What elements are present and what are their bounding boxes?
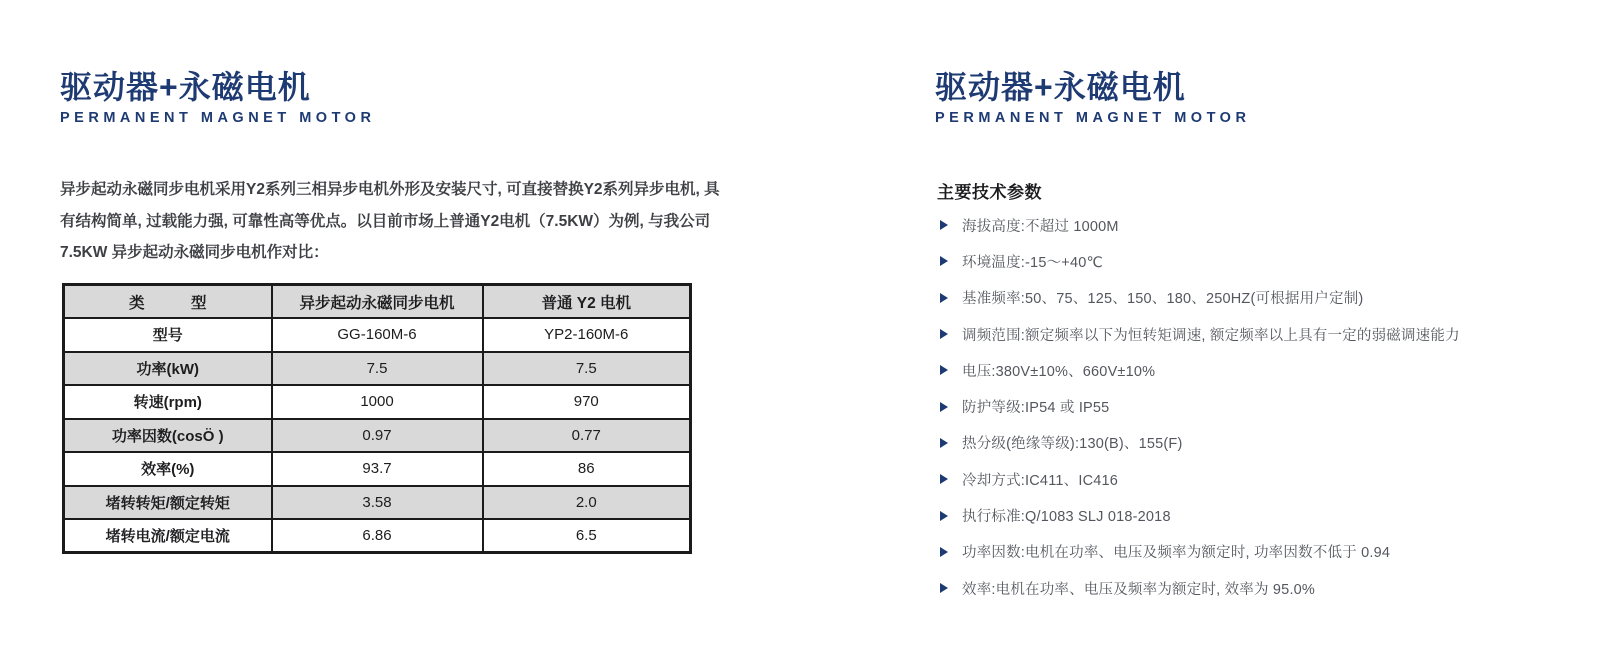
y2-value: 86 (483, 452, 691, 486)
y2-value: 7.5 (483, 352, 691, 386)
triangle-bullet-icon (940, 474, 948, 484)
param-text: 防护等级:IP54 或 IP55 (962, 400, 1110, 417)
row-label: 型号 (64, 318, 272, 352)
header-pm-motor: 异步起动永磁同步电机 (272, 285, 483, 319)
param-text: 环境温度:-15～+40℃ (962, 254, 1103, 271)
paragraph-line: 7.5KW 异步起动永磁同步电机作对比： (60, 244, 329, 261)
triangle-bullet-icon (940, 329, 948, 339)
y2-value: 970 (483, 385, 691, 419)
tech-params-list (940, 207, 1580, 606)
header-type: 类 型 (64, 285, 272, 319)
triangle-bullet-icon (940, 583, 948, 593)
triangle-bullet-icon (940, 256, 948, 266)
table-row (64, 519, 691, 553)
intro-paragraph (60, 174, 720, 269)
param-text: 执行标准:Q/1083 SLJ 018-2018 (962, 509, 1171, 526)
row-label: 堵转转矩/额定转矩 (64, 486, 272, 520)
table-row (64, 385, 691, 419)
list-item (940, 316, 1580, 352)
row-label: 转速(rpm) (64, 385, 272, 419)
param-text: 效率:电机在功率、电压及频率为额定时, 效率为 95.0% (962, 581, 1316, 598)
triangle-bullet-icon (940, 511, 948, 521)
list-item (940, 570, 1580, 606)
left-page-title: 驱动器+永磁电机 (60, 69, 311, 105)
list-item (940, 280, 1580, 316)
header-y2-motor: 普通 Y2 电机 (483, 285, 691, 319)
y2-value: 6.5 (483, 519, 691, 553)
list-item (940, 534, 1580, 570)
paragraph-line: 有结构简单, 过载能力强, 可靠性高等优点。以目前市场上普通Y2电机（7.5KW）为例, 与我公司 (60, 212, 711, 230)
param-text: 调频范围:额定频率以下为恒转矩调速, 额定频率以上具有一定的弱磁调速能力 (962, 327, 1460, 344)
right-page-title: 驱动器+永磁电机 (935, 69, 1186, 105)
table-row (64, 318, 691, 352)
param-text: 基准频率:50、75、125、150、180、250HZ(可根据用户定制) (962, 291, 1364, 308)
list-item (940, 207, 1580, 243)
triangle-bullet-icon (940, 438, 948, 448)
pm-value: 0.97 (272, 419, 483, 453)
row-label: 功率因数(cosÖ ) (64, 419, 272, 453)
param-text: 海拔高度:不超过 1000M (962, 218, 1119, 235)
triangle-bullet-icon (940, 220, 948, 230)
param-text: 冷却方式:IC411、IC416 (962, 472, 1119, 489)
left-title-block (60, 70, 375, 126)
pm-value: GG-160M-6 (272, 318, 483, 352)
right-page-subtitle: PERMANENT MAGNET MOTOR (935, 110, 1251, 126)
table-row (64, 452, 691, 486)
triangle-bullet-icon (940, 365, 948, 375)
y2-value: 2.0 (483, 486, 691, 520)
table-header-row (64, 285, 691, 319)
list-item (940, 243, 1580, 279)
param-text: 热分级(绝缘等级):130(B)、155(F) (962, 436, 1183, 453)
triangle-bullet-icon (940, 293, 948, 303)
motor-comparison-table (62, 283, 692, 554)
row-label: 堵转电流/额定电流 (64, 519, 272, 553)
list-item (940, 352, 1580, 388)
y2-value: YP2-160M-6 (483, 318, 691, 352)
pm-value: 7.5 (272, 352, 483, 386)
list-item (940, 388, 1580, 424)
triangle-bullet-icon (940, 547, 948, 557)
pm-value: 6.86 (272, 519, 483, 553)
tech-params-heading: 主要技术参数 (937, 183, 1042, 202)
row-label: 效率(%) (64, 452, 272, 486)
param-text: 功率因数:电机在功率、电压及频率为额定时, 功率因数不低于 0.94 (962, 545, 1391, 562)
paragraph-line: 异步起动永磁同步电机采用Y2系列三相异步电机外形及安装尺寸, 可直接替换Y2系列异步电机, 具 (60, 181, 720, 198)
table-row (64, 419, 691, 453)
pm-value: 1000 (272, 385, 483, 419)
param-text: 电压:380V±10%、660V±10% (962, 363, 1156, 380)
table-row (64, 352, 691, 386)
table-row (64, 486, 691, 520)
pm-value: 93.7 (272, 452, 483, 486)
pm-value: 3.58 (272, 486, 483, 520)
row-label: 功率(kW) (64, 352, 272, 386)
right-title-block (935, 70, 1250, 126)
list-item (940, 497, 1580, 533)
y2-value: 0.77 (483, 419, 691, 453)
list-item (940, 425, 1580, 461)
triangle-bullet-icon (940, 402, 948, 412)
list-item (940, 461, 1580, 497)
left-page-subtitle: PERMANENT MAGNET MOTOR (60, 110, 376, 126)
